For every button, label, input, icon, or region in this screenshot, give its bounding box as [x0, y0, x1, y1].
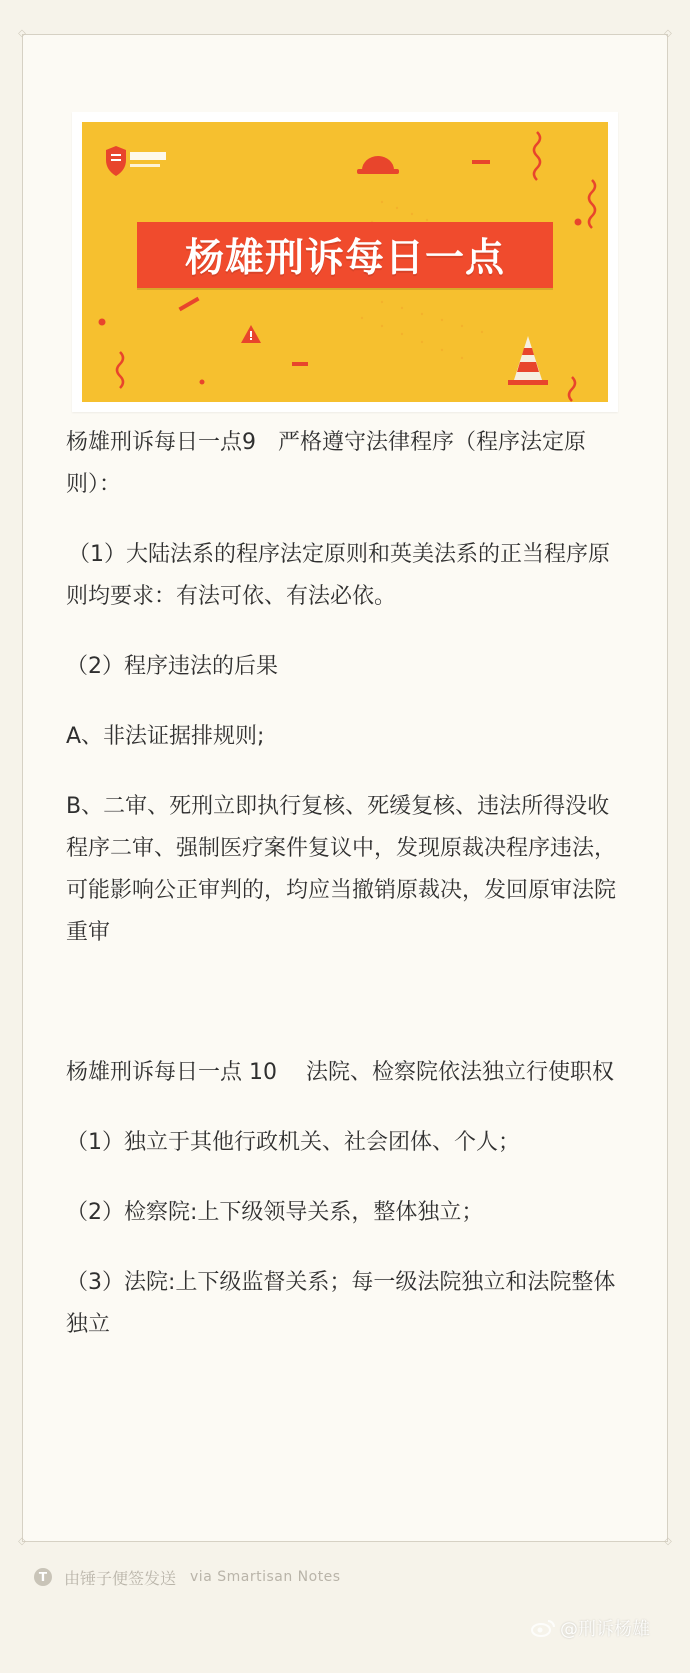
paragraph: （3）法院:上下级监督关系；每一级法院独立和法院整体独立	[66, 1270, 616, 1337]
footer-signature	[34, 1565, 341, 1589]
watermark-text: @刑诉杨雄	[560, 1619, 650, 1640]
paragraph: （2）程序违法的后果	[66, 654, 278, 679]
shield-logo-icon	[100, 142, 170, 182]
footer-sent-by: 由锤子便签发送	[64, 1568, 177, 1588]
banner-title: 杨雄刑诉每日一点	[184, 236, 505, 281]
paragraph: （1）大陆法系的程序法定原则和英美法系的正当程序原则均要求：有法可依、有法必依。	[66, 542, 610, 609]
note-body	[66, 422, 622, 1346]
paragraph: （1）独立于其他行政机关、社会团体、个人；	[66, 1130, 520, 1155]
weibo-watermark	[530, 1615, 650, 1641]
frame-corner-icon: ◇	[18, 28, 26, 39]
paragraph: 杨雄刑诉每日一点9 严格遵守法律程序（程序法定原则）：	[66, 430, 586, 497]
frame-corner-icon: ◇	[664, 28, 672, 39]
frame-corner-icon: ◇	[664, 1536, 672, 1547]
banner-image	[72, 112, 618, 412]
footer-via: via Smartisan Notes	[190, 1569, 341, 1585]
paragraph: A、非法证据排规则;	[66, 724, 265, 749]
banner-background	[82, 122, 608, 402]
brand-logo	[100, 142, 170, 182]
banner-title-box	[137, 222, 553, 288]
smartisan-t-icon: T	[34, 1568, 52, 1586]
frame-corner-icon: ◇	[18, 1536, 26, 1547]
paragraph: 杨雄刑诉每日一点 10 法院、检察院依法独立行使职权	[66, 1060, 614, 1085]
paragraph: B、二审、死刑立即执行复核、死缓复核、违法所得没收程序二审、强制医疗案件复议中，发现原裁决程序违法，可能影响公正审判的，均应当撤销原裁决，发回原审法院重审	[66, 794, 617, 945]
weibo-icon	[530, 1618, 556, 1638]
paragraph: （2）检察院:上下级领导关系，整体独立；	[66, 1200, 484, 1225]
